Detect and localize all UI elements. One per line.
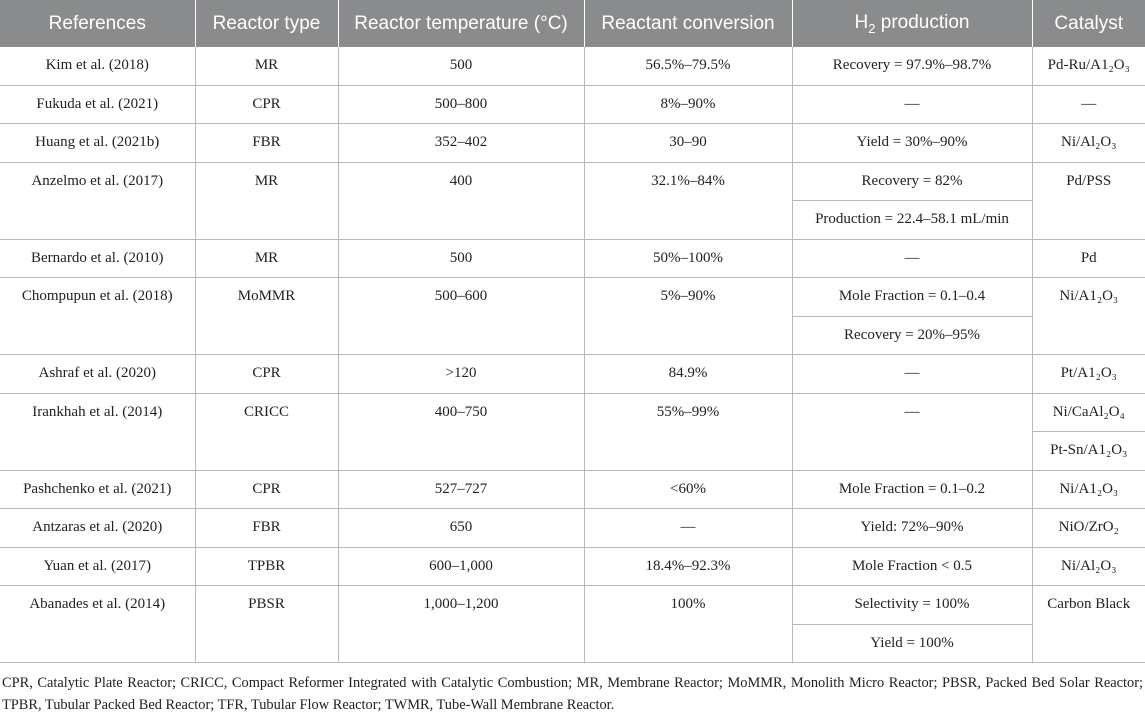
cell-reactant-conversion: 8%–90% <box>584 85 792 124</box>
cell-h2-production: Mole Fraction = 0.1–0.2 <box>792 470 1032 509</box>
table-body <box>0 47 1145 663</box>
cell-h2-production: Recovery = 97.9%–98.7% <box>792 47 1032 85</box>
cell-reactant-conversion: 50%–100% <box>584 239 792 278</box>
cell-reactant-conversion: 18.4%–92.3% <box>584 547 792 586</box>
cell-reactant-conversion: — <box>584 509 792 548</box>
table-row <box>0 586 1145 625</box>
cell-reactor-temperature: 500 <box>338 47 584 85</box>
cell-catalyst: Carbon Black <box>1032 586 1145 663</box>
cell-reference: Bernardo et al. (2010) <box>0 239 195 278</box>
table-row <box>0 162 1145 201</box>
cell-h2-production: — <box>792 85 1032 124</box>
cell-reactor-temperature: 500 <box>338 239 584 278</box>
cell-reactor-type: CRICC <box>195 393 338 470</box>
header-row <box>0 0 1145 47</box>
cell-catalyst: Ni/Al₂O₃ <box>1032 124 1145 163</box>
cell-reactor-temperature: 600–1,000 <box>338 547 584 586</box>
cell-reactor-type: CPR <box>195 470 338 509</box>
cell-reference: Pashchenko et al. (2021) <box>0 470 195 509</box>
cell-h2-production: Yield = 30%–90% <box>792 124 1032 163</box>
cell-reactor-temperature: 400–750 <box>338 393 584 470</box>
table-row <box>0 355 1145 394</box>
cell-reference: Antzaras et al. (2020) <box>0 509 195 548</box>
cell-reactor-type: MoMMR <box>195 278 338 355</box>
cell-h2-production: Recovery = 20%–95% <box>792 316 1032 355</box>
cell-reactor-type: MR <box>195 239 338 278</box>
cell-reactor-type: TPBR <box>195 547 338 586</box>
cell-catalyst: Pt/A1₂O₃ <box>1032 355 1145 394</box>
cell-catalyst: Pd <box>1032 239 1145 278</box>
cell-h2-production: — <box>792 239 1032 278</box>
cell-reactor-type: FBR <box>195 124 338 163</box>
cell-reference: Anzelmo et al. (2017) <box>0 162 195 239</box>
cell-reference: Kim et al. (2018) <box>0 47 195 85</box>
cell-reference: Yuan et al. (2017) <box>0 547 195 586</box>
cell-reactor-type: PBSR <box>195 586 338 663</box>
cell-reactor-temperature: 352–402 <box>338 124 584 163</box>
cell-reference: Fukuda et al. (2021) <box>0 85 195 124</box>
cell-reference: Abanades et al. (2014) <box>0 586 195 663</box>
cell-reactant-conversion: 32.1%–84% <box>584 162 792 239</box>
cell-catalyst: — <box>1032 85 1145 124</box>
cell-reactant-conversion: 84.9% <box>584 355 792 394</box>
cell-reactor-type: CPR <box>195 355 338 394</box>
cell-h2-production: Mole Fraction = 0.1–0.4 <box>792 278 1032 317</box>
header-reactant-conversion: Reactant conversion <box>584 0 792 47</box>
cell-reference: Huang et al. (2021b) <box>0 124 195 163</box>
cell-h2-production: Recovery = 82% <box>792 162 1032 201</box>
header-references: References <box>0 0 195 47</box>
cell-reactant-conversion: 30–90 <box>584 124 792 163</box>
cell-reactor-temperature: 527–727 <box>338 470 584 509</box>
header-reactor-type: Reactor type <box>195 0 338 47</box>
table-row <box>0 470 1145 509</box>
header-h2-production: $H_2$ production <box>792 0 1032 47</box>
cell-reactor-type: MR <box>195 162 338 239</box>
cell-h2-production: Yield: 72%–90% <box>792 509 1032 548</box>
cell-reactor-temperature: 400 <box>338 162 584 239</box>
cell-h2-production: Mole Fraction < 0.5 <box>792 547 1032 586</box>
cell-reactant-conversion: 100% <box>584 586 792 663</box>
cell-catalyst: Ni/A1₂O₃ <box>1032 278 1145 355</box>
cell-catalyst: Ni/A1₂O₃ <box>1032 470 1145 509</box>
cell-reactor-type: MR <box>195 47 338 85</box>
header-reactor-temperature: Reactor temperature (°C) <box>338 0 584 47</box>
table-footnote: CPR, Catalytic Plate Reactor; CRICC, Compact Reformer Integrated with Catalytic Combustion; MR, Membrane Reactor; MoMMR, Monolith Micro Reactor; PBSR, Packed Bed Solar Reactor; TPBR, Tubular Packed Bed Reactor; TFR, Tubular Flow Reactor; TWMR, Tube-Wall Membrane Reactor. <box>2 675 1143 713</box>
cell-h2-production: Yield = 100% <box>792 624 1032 663</box>
table-row <box>0 278 1145 317</box>
cell-catalyst: Ni/CaAl₂O₄ <box>1032 393 1145 432</box>
cell-h2-production: — <box>792 393 1032 470</box>
table-row <box>0 509 1145 548</box>
cell-reactor-temperature: 500–800 <box>338 85 584 124</box>
cell-reactor-temperature: >120 <box>338 355 584 394</box>
table-row <box>0 547 1145 586</box>
header-catalyst: Catalyst <box>1032 0 1145 47</box>
cell-reactor-temperature: 500–600 <box>338 278 584 355</box>
cell-reactant-conversion: 5%–90% <box>584 278 792 355</box>
cell-catalyst: Pt-Sn/A1₂O₃ <box>1032 432 1145 471</box>
cell-h2-production: — <box>792 355 1032 394</box>
cell-reactor-type: CPR <box>195 85 338 124</box>
table-row <box>0 85 1145 124</box>
cell-reference: Ashraf et al. (2020) <box>0 355 195 394</box>
cell-reactant-conversion: <60% <box>584 470 792 509</box>
cell-reactor-temperature: 1,000–1,200 <box>338 586 584 663</box>
cell-reference: Chompupun et al. (2018) <box>0 278 195 355</box>
cell-reference: Irankhah et al. (2014) <box>0 393 195 470</box>
cell-catalyst: Pd/PSS <box>1032 162 1145 239</box>
cell-reactor-type: FBR <box>195 509 338 548</box>
cell-h2-production: Selectivity = 100% <box>792 586 1032 625</box>
table-row <box>0 124 1145 163</box>
cell-reactant-conversion: 56.5%–79.5% <box>584 47 792 85</box>
cell-reactor-temperature: 650 <box>338 509 584 548</box>
cell-catalyst: NiO/ZrO₂ <box>1032 509 1145 548</box>
table-row <box>0 393 1145 432</box>
cell-catalyst: Ni/Al₂O₃ <box>1032 547 1145 586</box>
cell-h2-production: Production = 22.4–58.1 mL/min <box>792 201 1032 240</box>
table-row <box>0 47 1145 85</box>
table-row <box>0 239 1145 278</box>
cell-reactant-conversion: 55%–99% <box>584 393 792 470</box>
cell-catalyst: Pd-Ru/A1₂O₃ <box>1032 47 1145 85</box>
